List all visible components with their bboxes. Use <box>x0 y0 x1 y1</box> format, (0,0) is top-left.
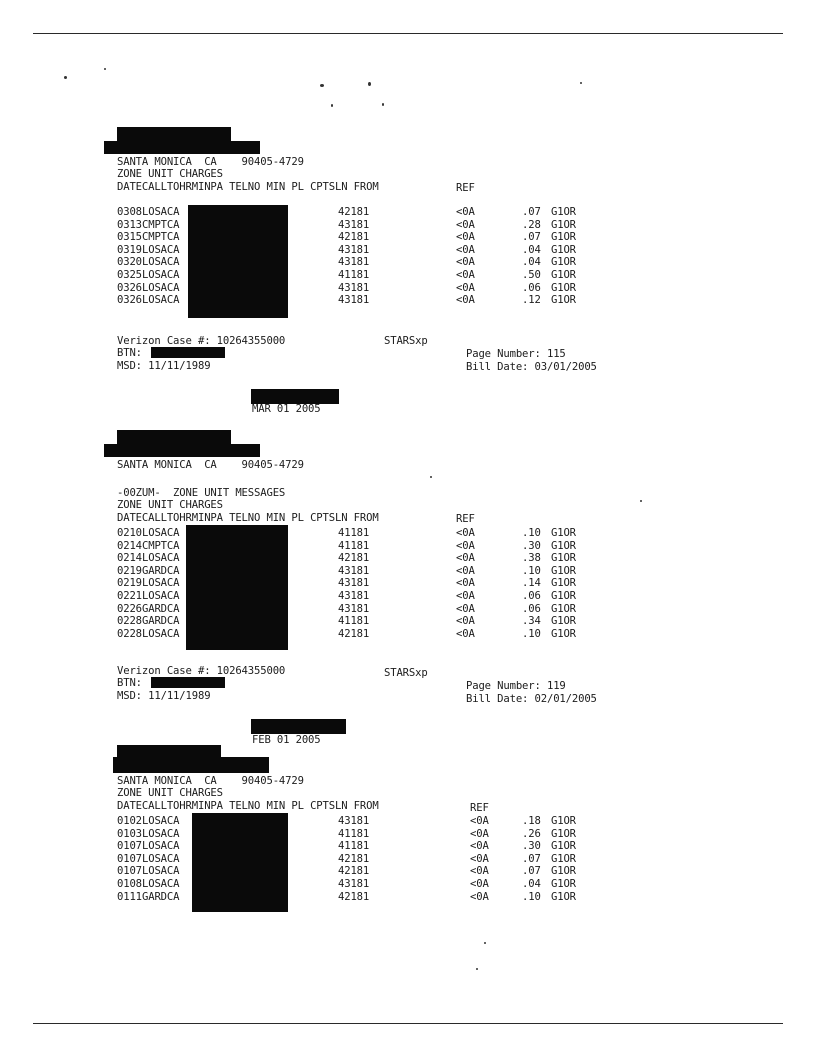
scan-speck <box>430 476 432 478</box>
amount-cell: .30 <box>522 539 541 552</box>
call-place-cell: LOSACA <box>142 878 180 890</box>
redacted-stamp <box>251 719 346 734</box>
msd-date: MSD: 11/11/1989 <box>117 360 211 372</box>
amount-cell: .06 <box>522 281 541 294</box>
cptsln-cell: 43181 <box>338 577 370 590</box>
ref-cell: <0A <box>456 615 475 628</box>
call-place-cell: LOSACA <box>142 206 180 218</box>
call-date-cell: 0210 <box>117 527 142 539</box>
amount-cell: .06 <box>522 590 541 602</box>
cptsln-cell: 42181 <box>338 206 370 218</box>
call-date-cell: 0107 <box>117 840 142 853</box>
cptsln-cell: 43181 <box>338 294 370 307</box>
ref-header: REF <box>456 182 475 194</box>
ref-cell: <0A <box>456 564 475 577</box>
rate-code-cell: G1OR <box>551 206 576 218</box>
call-date-cell: 0103 <box>117 827 142 840</box>
bill-date: Bill Date: 03/01/2005 <box>466 361 597 373</box>
cptsln-cell: 43181 <box>338 590 370 602</box>
amount-cell: .18 <box>522 815 541 827</box>
ref-cell: <0A <box>456 243 475 256</box>
amount-cell: .07 <box>522 852 541 865</box>
address-line: SANTA MONICA CA 90405-4729 <box>117 775 304 787</box>
ref-cell: <0A <box>456 294 475 307</box>
amount-cell: .10 <box>522 564 541 577</box>
rate-code-cell: G1OR <box>551 269 576 281</box>
charges-label: ZONE UNIT CHARGES <box>117 787 223 799</box>
ref-cell: <0A <box>456 577 475 590</box>
case-number: Verizon Case #: 10264355000 <box>117 335 286 347</box>
rate-code-cell: G1OR <box>551 890 576 903</box>
call-place-cell: LOSACA <box>142 827 180 840</box>
call-place-cell: LOSACA <box>142 852 180 865</box>
rate-code-cell: G1OR <box>551 256 576 269</box>
call-date-cell: 0214 <box>117 539 142 552</box>
call-date-cell: 0102 <box>117 815 142 827</box>
cptsln-cell: 41181 <box>338 269 370 281</box>
cptsln-cell: 41181 <box>338 527 370 539</box>
rate-code-cell: G1OR <box>551 840 576 853</box>
rate-code-cell: G1OR <box>551 243 576 256</box>
amount-cell: .04 <box>522 256 541 269</box>
scan-speck <box>484 942 486 944</box>
call-date-cell: 0326 <box>117 281 142 294</box>
cptsln-cell: 42181 <box>338 552 370 565</box>
call-date-cell: 0214 <box>117 552 142 565</box>
redacted-telno-column <box>186 525 288 650</box>
redacted-name <box>117 745 221 757</box>
amount-cell: .10 <box>522 890 541 903</box>
amount-cell: .38 <box>522 552 541 565</box>
amount-cell: .26 <box>522 827 541 840</box>
ref-header: REF <box>456 513 475 525</box>
ref-cell: <0A <box>470 865 489 878</box>
column-header: DATECALLTOHRMINPA TELNO MIN PL CPTSLN FROM <box>117 800 379 812</box>
cptsln-cell: 42181 <box>338 890 370 903</box>
scan-speck <box>64 76 67 79</box>
call-date-cell: 0326 <box>117 294 142 307</box>
scan-speck <box>382 103 384 106</box>
call-date-cell: 0315 <box>117 231 142 244</box>
rate-code-cell: G1OR <box>551 865 576 878</box>
call-date-cell: 0107 <box>117 865 142 878</box>
call-date-cell: 0308 <box>117 206 142 218</box>
rate-code-cell: G1OR <box>551 627 576 640</box>
call-place-cell: LOSACA <box>142 256 180 269</box>
top-border-rule <box>33 33 783 34</box>
ref-cell: <0A <box>456 602 475 615</box>
column-header: DATECALLTOHRMINPA TELNO MIN PL CPTSLN FROM <box>117 181 379 193</box>
amount-cell: .14 <box>522 577 541 590</box>
page-number: Page Number: 115 <box>466 348 566 360</box>
ref-cell: <0A <box>470 840 489 853</box>
address-line: SANTA MONICA CA 90405-4729 <box>117 459 304 471</box>
amount-cell: .30 <box>522 840 541 853</box>
rate-code-cell: G1OR <box>551 218 576 231</box>
bill-date: Bill Date: 02/01/2005 <box>466 693 597 705</box>
amount-cell: .34 <box>522 615 541 628</box>
ref-cell: <0A <box>470 852 489 865</box>
ref-cell: <0A <box>470 815 489 827</box>
call-place-cell: LOSACA <box>142 243 180 256</box>
redacted-name <box>117 127 231 141</box>
cptsln-cell: 43181 <box>338 815 370 827</box>
cptsln-cell: 41181 <box>338 827 370 840</box>
stamp-date: MAR 01 2005 <box>252 403 321 415</box>
call-date-cell: 0313 <box>117 218 142 231</box>
amount-cell: .07 <box>522 865 541 878</box>
rate-code-cell: G1OR <box>551 552 576 565</box>
call-place-cell: GARDCA <box>142 564 180 577</box>
rate-code-cell: G1OR <box>551 281 576 294</box>
scan-speck <box>580 82 582 84</box>
call-date-cell: 0219 <box>117 564 142 577</box>
ref-cell: <0A <box>456 281 475 294</box>
address-line: SANTA MONICA CA 90405-4729 <box>117 156 304 168</box>
call-place-cell: CMPTCA <box>142 231 180 244</box>
amount-cell: .04 <box>522 243 541 256</box>
amount-cell: .06 <box>522 602 541 615</box>
ref-cell: <0A <box>470 890 489 903</box>
amount-cell: .28 <box>522 218 541 231</box>
charges-label: ZONE UNIT CHARGES <box>117 168 223 180</box>
redacted-telno-column <box>188 205 288 318</box>
ref-cell: <0A <box>456 206 475 218</box>
cptsln-cell: 42181 <box>338 852 370 865</box>
redacted-address <box>104 444 260 457</box>
cptsln-cell: 43181 <box>338 564 370 577</box>
call-place-cell: LOSACA <box>142 815 180 827</box>
charges-label: ZONE UNIT CHARGES <box>117 499 223 511</box>
rate-code-cell: G1OR <box>551 577 576 590</box>
call-place-cell: CMPTCA <box>142 218 180 231</box>
ref-cell: <0A <box>470 878 489 890</box>
call-date-cell: 0325 <box>117 269 142 281</box>
amount-cell: .12 <box>522 294 541 307</box>
stars-code: STARSxp <box>384 667 428 679</box>
call-place-cell: LOSACA <box>142 527 180 539</box>
call-date-cell: 0319 <box>117 243 142 256</box>
call-place-cell: LOSACA <box>142 590 180 602</box>
rate-code-cell: G1OR <box>551 231 576 244</box>
scan-speck <box>476 968 478 970</box>
call-date-cell: 0108 <box>117 878 142 890</box>
redacted-address <box>113 757 269 773</box>
amount-cell: .10 <box>522 627 541 640</box>
cptsln-cell: 42181 <box>338 231 370 244</box>
call-date-cell: 0320 <box>117 256 142 269</box>
cptsln-cell: 42181 <box>338 627 370 640</box>
scan-speck <box>331 104 333 107</box>
cptsln-cell: 41181 <box>338 840 370 853</box>
ref-cell: <0A <box>456 627 475 640</box>
cptsln-cell: 43181 <box>338 243 370 256</box>
call-place-cell: LOSACA <box>142 294 180 307</box>
call-place-cell: GARDCA <box>142 615 180 628</box>
page-number: Page Number: 119 <box>466 680 566 692</box>
call-date-cell: 0221 <box>117 590 142 602</box>
ref-cell: <0A <box>456 590 475 602</box>
msd-date: MSD: 11/11/1989 <box>117 690 211 702</box>
case-number: Verizon Case #: 10264355000 <box>117 665 286 677</box>
rate-code-cell: G1OR <box>551 815 576 827</box>
amount-cell: .04 <box>522 878 541 890</box>
rate-code-cell: G1OR <box>551 615 576 628</box>
call-place-cell: GARDCA <box>142 602 180 615</box>
ref-header: REF <box>470 802 489 814</box>
call-place-cell: GARDCA <box>142 890 180 903</box>
ref-cell: <0A <box>456 552 475 565</box>
messages-label: -00ZUM- ZONE UNIT MESSAGES <box>117 487 286 499</box>
redacted-address <box>104 141 260 154</box>
rate-code-cell: G1OR <box>551 564 576 577</box>
cptsln-cell: 43181 <box>338 256 370 269</box>
redacted-btn <box>151 677 225 688</box>
redacted-stamp <box>251 389 339 404</box>
scan-speck <box>104 68 106 70</box>
cptsln-cell: 41181 <box>338 615 370 628</box>
cptsln-cell: 43181 <box>338 878 370 890</box>
bottom-border-rule <box>33 1023 783 1024</box>
ref-cell: <0A <box>456 269 475 281</box>
rate-code-cell: G1OR <box>551 602 576 615</box>
amount-cell: .10 <box>522 527 541 539</box>
redacted-telno-column <box>192 813 288 912</box>
rate-code-cell: G1OR <box>551 878 576 890</box>
btn-label: BTN: <box>117 677 142 689</box>
rate-code-cell: G1OR <box>551 527 576 539</box>
cptsln-cell: 43181 <box>338 602 370 615</box>
rate-code-cell: G1OR <box>551 539 576 552</box>
amount-cell: .50 <box>522 269 541 281</box>
cptsln-cell: 43181 <box>338 281 370 294</box>
call-place-cell: CMPTCA <box>142 539 180 552</box>
call-date-cell: 0111 <box>117 890 142 903</box>
call-date-cell: 0228 <box>117 627 142 640</box>
ref-cell: <0A <box>456 231 475 244</box>
ref-cell: <0A <box>456 218 475 231</box>
rate-code-cell: G1OR <box>551 827 576 840</box>
ref-cell: <0A <box>456 256 475 269</box>
ref-cell: <0A <box>456 539 475 552</box>
call-place-cell: LOSACA <box>142 281 180 294</box>
call-date-cell: 0228 <box>117 615 142 628</box>
scan-speck <box>640 500 642 502</box>
redacted-btn <box>151 347 225 358</box>
call-place-cell: LOSACA <box>142 840 180 853</box>
stamp-date: FEB 01 2005 <box>252 734 321 746</box>
scan-speck <box>320 84 324 87</box>
call-place-cell: LOSACA <box>142 269 180 281</box>
call-place-cell: LOSACA <box>142 865 180 878</box>
call-place-cell: LOSACA <box>142 627 180 640</box>
rate-code-cell: G1OR <box>551 294 576 307</box>
rate-code-cell: G1OR <box>551 852 576 865</box>
column-header: DATECALLTOHRMINPA TELNO MIN PL CPTSLN FROM <box>117 512 379 524</box>
amount-cell: .07 <box>522 231 541 244</box>
call-date-cell: 0219 <box>117 577 142 590</box>
call-place-cell: LOSACA <box>142 552 180 565</box>
redacted-name <box>117 430 231 444</box>
call-date-cell: 0226 <box>117 602 142 615</box>
ref-cell: <0A <box>470 827 489 840</box>
scan-speck <box>368 82 371 86</box>
stars-code: STARSxp <box>384 335 428 347</box>
amount-cell: .07 <box>522 206 541 218</box>
cptsln-cell: 43181 <box>338 218 370 231</box>
call-date-cell: 0107 <box>117 852 142 865</box>
call-place-cell: LOSACA <box>142 577 180 590</box>
ref-cell: <0A <box>456 527 475 539</box>
cptsln-cell: 42181 <box>338 865 370 878</box>
rate-code-cell: G1OR <box>551 590 576 602</box>
cptsln-cell: 41181 <box>338 539 370 552</box>
btn-label: BTN: <box>117 347 142 359</box>
